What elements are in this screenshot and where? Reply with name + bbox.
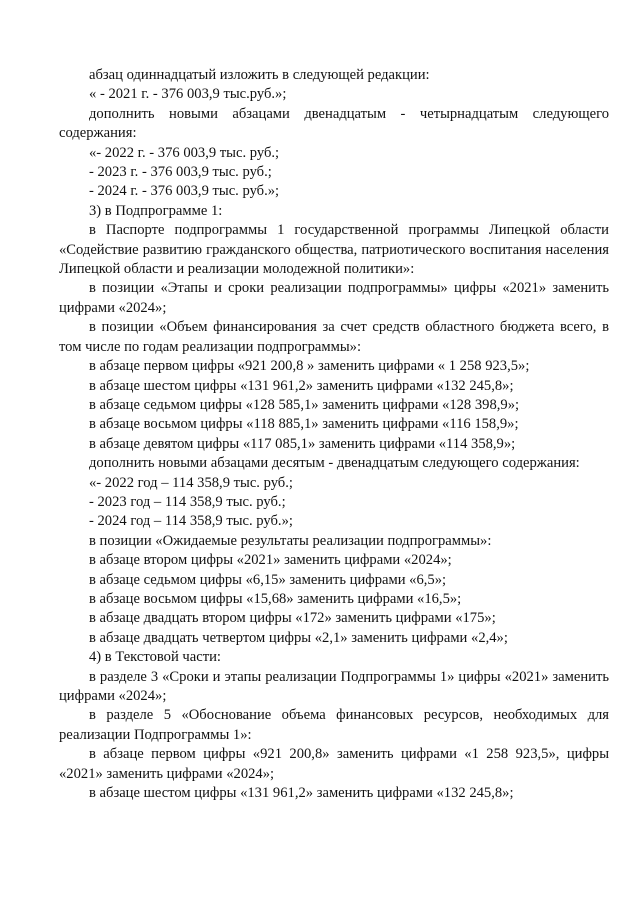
paragraph: в абзаце шестом цифры «131 961,2» заменить цифрами «132 245,8»; — [89, 785, 514, 802]
paragraph: в абзаце восьмом цифры «15,68» заменить цифрами «16,5»; — [89, 590, 462, 607]
paragraph: в Паспорте подпрограммы 1 государственной программы Липецкой области «Содействие развитию гражданского общества, патриотического воспитания населения Липецкой области и реализации молодежной политики»: — [59, 222, 609, 278]
paragraph: в абзаце двадцать втором цифры «172» заменить цифрами «175»; — [89, 610, 496, 627]
paragraph: в позиции «Объем финансирования за счет средств областного бюджета всего, в том числе по годам реализации подпрограммы»: — [59, 319, 609, 355]
document-page — [59, 66, 609, 803]
paragraph: 4) в Текстовой части: — [89, 649, 221, 666]
paragraph: в абзаце втором цифры «2021» заменить цифрами «2024»; — [89, 552, 452, 569]
paragraph: в абзаце шестом цифры «131 961,2» заменить цифрами «132 245,8»; — [89, 377, 514, 394]
paragraph: в разделе 3 «Сроки и этапы реализации Подпрограммы 1» цифры «2021» заменить цифрами «2024»; — [59, 668, 609, 704]
paragraph: в абзаце первом цифры «921 200,8 » заменить цифрами « 1 258 923,5»; — [89, 358, 530, 375]
paragraph: в абзаце седьмом цифры «128 585,1» заменить цифрами «128 398,9»; — [89, 396, 520, 413]
paragraph: в абзаце седьмом цифры «6,15» заменить цифрами «6,5»; — [89, 571, 447, 588]
paragraph: в абзаце восьмом цифры «118 885,1» заменить цифрами «116 158,9»; — [89, 416, 519, 433]
paragraph: - 2023 г. - 376 003,9 тыс. руб.; — [89, 164, 272, 181]
paragraph: - 2024 г. - 376 003,9 тыс. руб.»; — [89, 183, 280, 200]
paragraph: в позиции «Ожидаемые результаты реализации подпрограммы»: — [89, 532, 492, 549]
paragraph: «- 2022 г. - 376 003,9 тыс. руб.; — [89, 144, 280, 161]
paragraph: «- 2022 год – 114 358,9 тыс. руб.; — [89, 474, 293, 491]
paragraph: в позиции «Этапы и сроки реализации подпрограммы» цифры «2021» заменить цифрами «2024»; — [59, 280, 609, 316]
paragraph: - 2023 год – 114 358,9 тыс. руб.; — [89, 493, 286, 510]
paragraph: в абзаце двадцать четвертом цифры «2,1» заменить цифрами «2,4»; — [89, 629, 508, 646]
paragraph: дополнить новыми абзацами двенадцатым - четырнадцатым следующего содержания: — [59, 105, 609, 142]
paragraph: в абзаце первом цифры «921 200,8» заменить цифрами «1 258 923,5», цифры «2021» заменить цифрами «2024»; — [59, 746, 609, 782]
paragraph: - 2024 год – 114 358,9 тыс. руб.»; — [89, 513, 293, 530]
paragraph: « - 2021 г. - 376 003,9 тыс.руб.»; — [89, 86, 287, 103]
paragraph: абзац одиннадцатый изложить в следующей редакции: — [89, 67, 430, 83]
paragraph: 3) в Подпрограмме 1: — [89, 202, 223, 219]
paragraph: в абзаце девятом цифры «117 085,1» заменить цифрами «114 358,9»; — [89, 435, 516, 452]
paragraph: дополнить новыми абзацами десятым - двенадцатым следующего содержания: — [89, 455, 580, 472]
paragraph: в разделе 5 «Обоснование объема финансовых ресурсов, необходимых для реализации Подпрограммы 1»: — [59, 707, 609, 743]
